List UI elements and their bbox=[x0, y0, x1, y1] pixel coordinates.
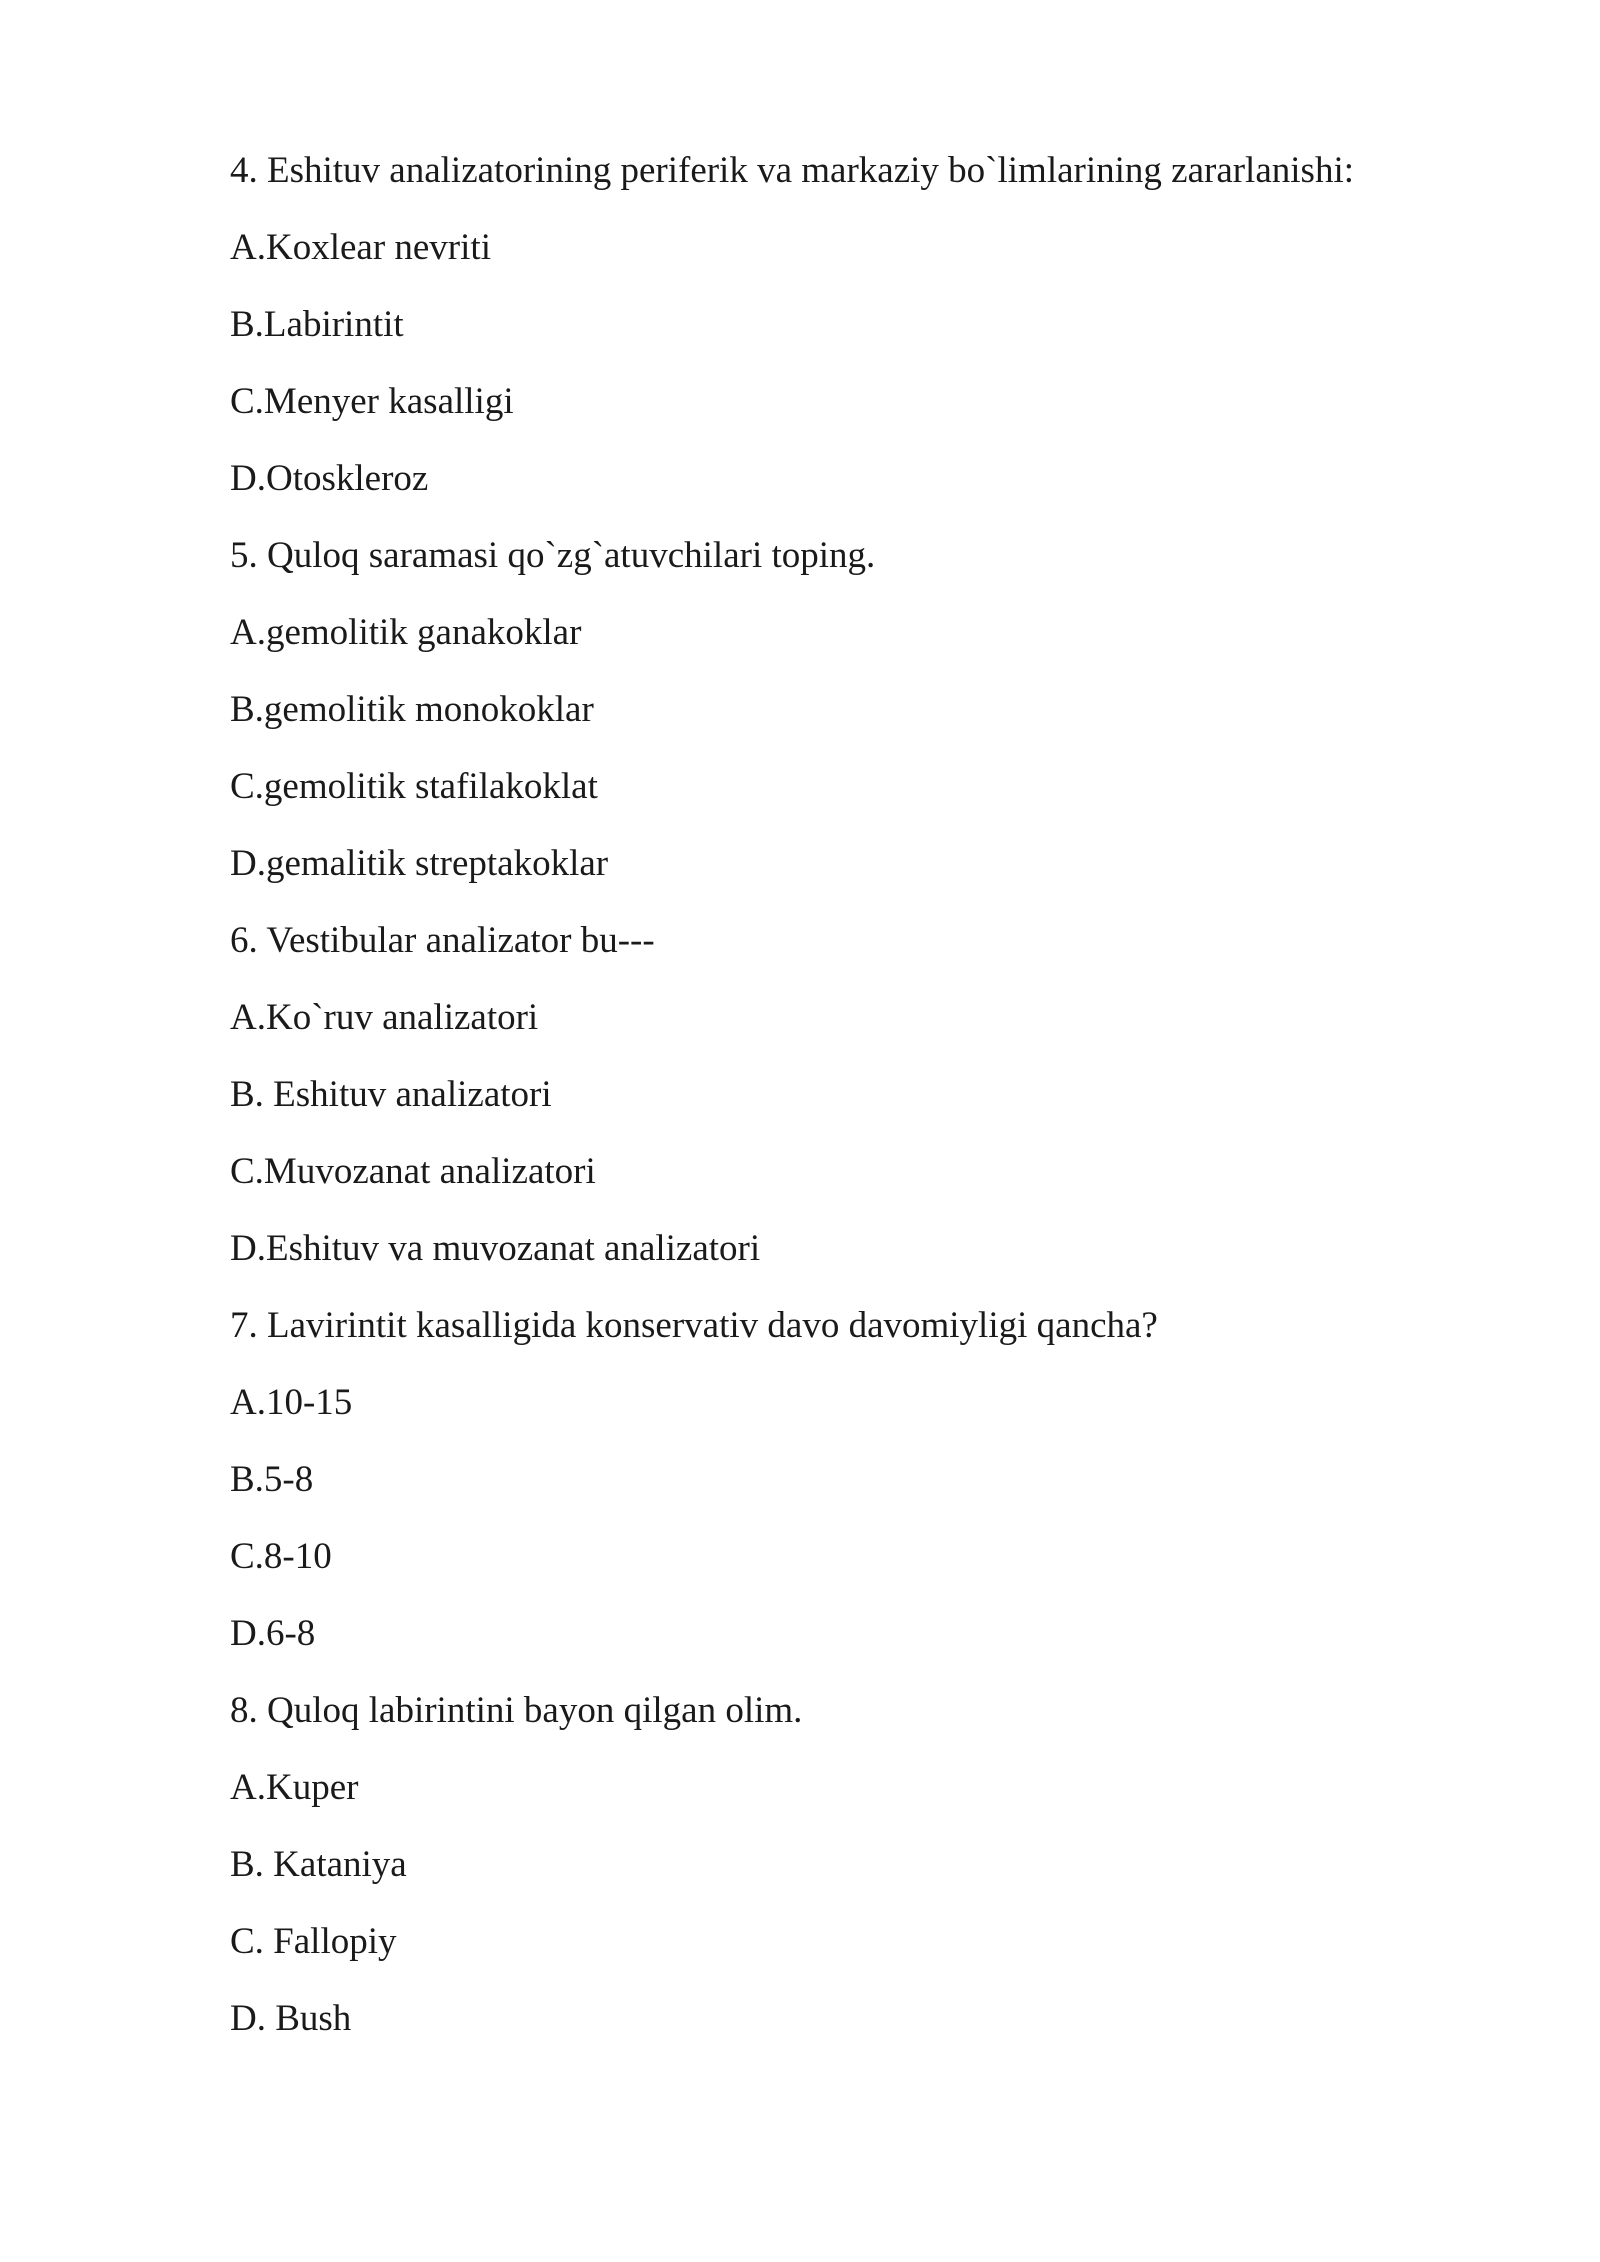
answer-option: B. Eshituv analizatori bbox=[230, 1074, 552, 1115]
answer-option: C.Menyer kasalligi bbox=[230, 381, 514, 422]
answer-option: D.Eshituv va muvozanat analizatori bbox=[230, 1228, 761, 1269]
answer-option: B.gemolitik monokoklar bbox=[230, 689, 594, 730]
answer-option: A.Ko`ruv analizatori bbox=[230, 997, 539, 1038]
answer-option: A.Kuper bbox=[230, 1767, 359, 1808]
answer-option: B. Kataniya bbox=[230, 1844, 407, 1885]
question-text: 7. Lavirintit kasalligida konservativ davo davomiyligi qancha? bbox=[230, 1305, 1158, 1346]
question-text: 5. Quloq saramasi qo`zg`atuvchilari toping. bbox=[230, 535, 876, 576]
answer-option: C. Fallopiy bbox=[230, 1921, 397, 1962]
answer-option: D. Bush bbox=[230, 1998, 352, 2039]
question-text: 6. Vestibular analizator bu--- bbox=[230, 920, 655, 961]
answer-option: D.6-8 bbox=[230, 1613, 316, 1654]
answer-option: A.gemolitik ganakoklar bbox=[230, 612, 582, 653]
question-block bbox=[230, 1688, 1490, 2042]
answer-option: A.Koxlear nevriti bbox=[230, 227, 491, 268]
question-list bbox=[230, 148, 1490, 2073]
answer-option: D.gemalitik streptakoklar bbox=[230, 843, 609, 884]
answer-option: B.5-8 bbox=[230, 1459, 314, 1500]
answer-option: C.8-10 bbox=[230, 1536, 332, 1577]
answer-option: C.Muvozanat analizatori bbox=[230, 1151, 596, 1192]
question-block bbox=[230, 533, 1490, 887]
question-block bbox=[230, 918, 1490, 1272]
answer-option: A.10-15 bbox=[230, 1382, 353, 1423]
answer-option: B.Labirintit bbox=[230, 304, 404, 345]
answer-option: C.gemolitik stafilakoklat bbox=[230, 766, 598, 807]
answer-option: D.Otoskleroz bbox=[230, 458, 429, 499]
question-text: 4. Eshituv analizatorining periferik va markaziy bo`limlarining zararlanishi: bbox=[230, 150, 1355, 191]
question-text: 8. Quloq labirintini bayon qilgan olim. bbox=[230, 1690, 803, 1731]
question-block bbox=[230, 1303, 1490, 1657]
question-block bbox=[230, 148, 1490, 502]
